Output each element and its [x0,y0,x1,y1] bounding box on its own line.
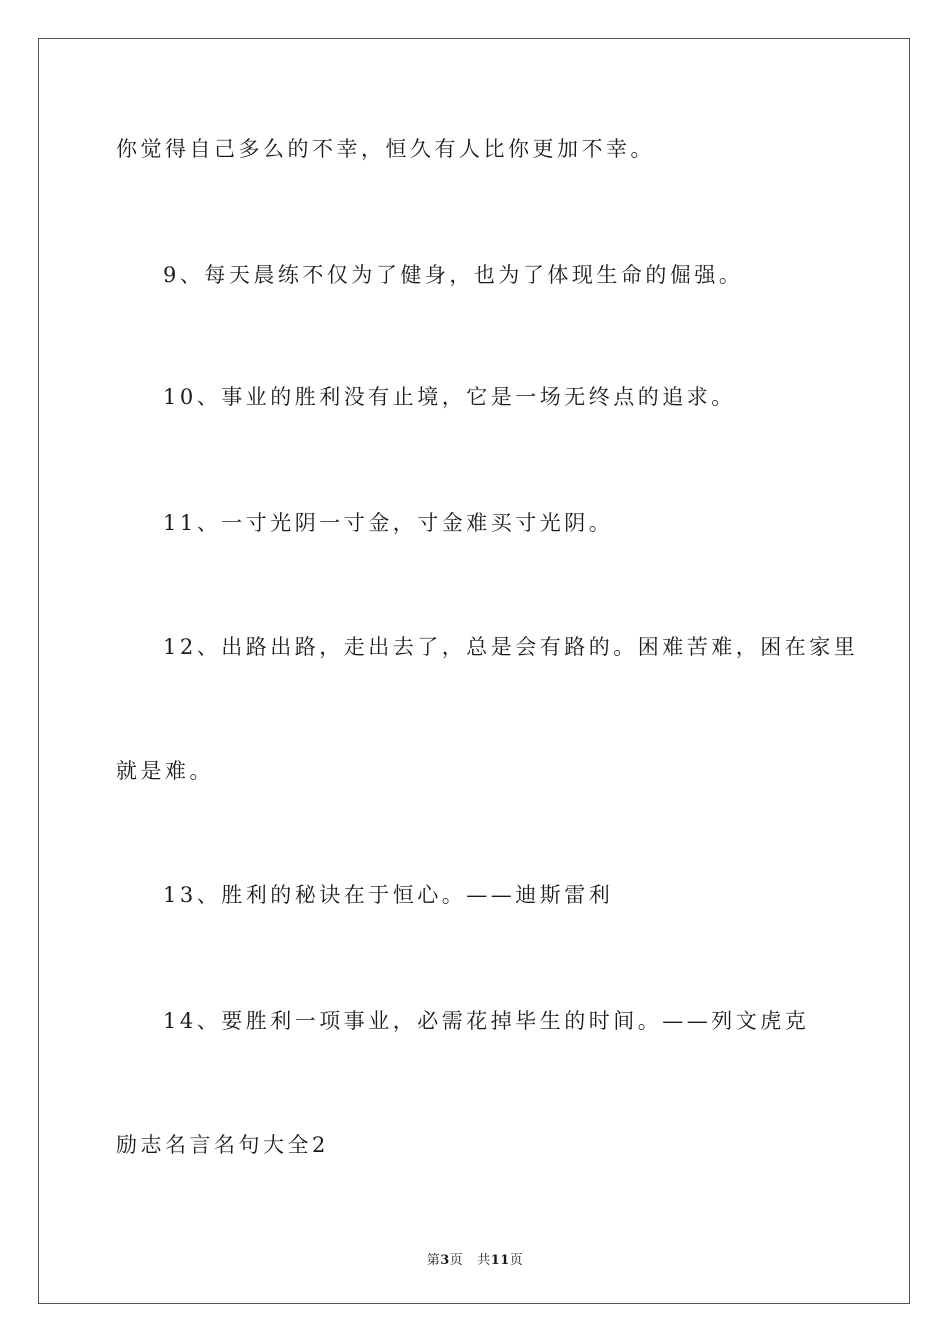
total-suffix: 页 [509,1253,524,1268]
quote-12: 12、出路出路，走出去了，总是会有路的。困难苦难，困在家里 [163,635,859,659]
page-total: 11 [490,1253,510,1268]
quote-9: 9、每天晨练不仅为了健身，也为了体现生命的倔强。 [163,263,744,287]
quote-10: 10、事业的胜利没有止境，它是一场无终点的追求。 [163,385,736,409]
page-suffix: 页 [449,1253,464,1268]
paragraph-line: 你觉得自己多么的不幸，恒久有人比你更加不幸。 [116,137,655,161]
section-heading: 励志名言名句大全2 [116,1133,329,1157]
quote-14: 14、要胜利一项事业，必需花掉毕生的时间。——列文虎克 [163,1009,810,1033]
page-current: 3 [440,1253,450,1268]
total-prefix: 共 [477,1253,491,1268]
quote-11: 11、一寸光阴一寸金，寸金难买寸光阴。 [163,511,614,535]
quote-12-continuation: 就是难。 [116,759,214,783]
quote-13: 13、胜利的秘诀在于恒心。——迪斯雷利 [163,883,614,907]
page-border [38,38,910,1304]
page-footer [0,1249,950,1268]
page-prefix: 第 [426,1253,441,1268]
